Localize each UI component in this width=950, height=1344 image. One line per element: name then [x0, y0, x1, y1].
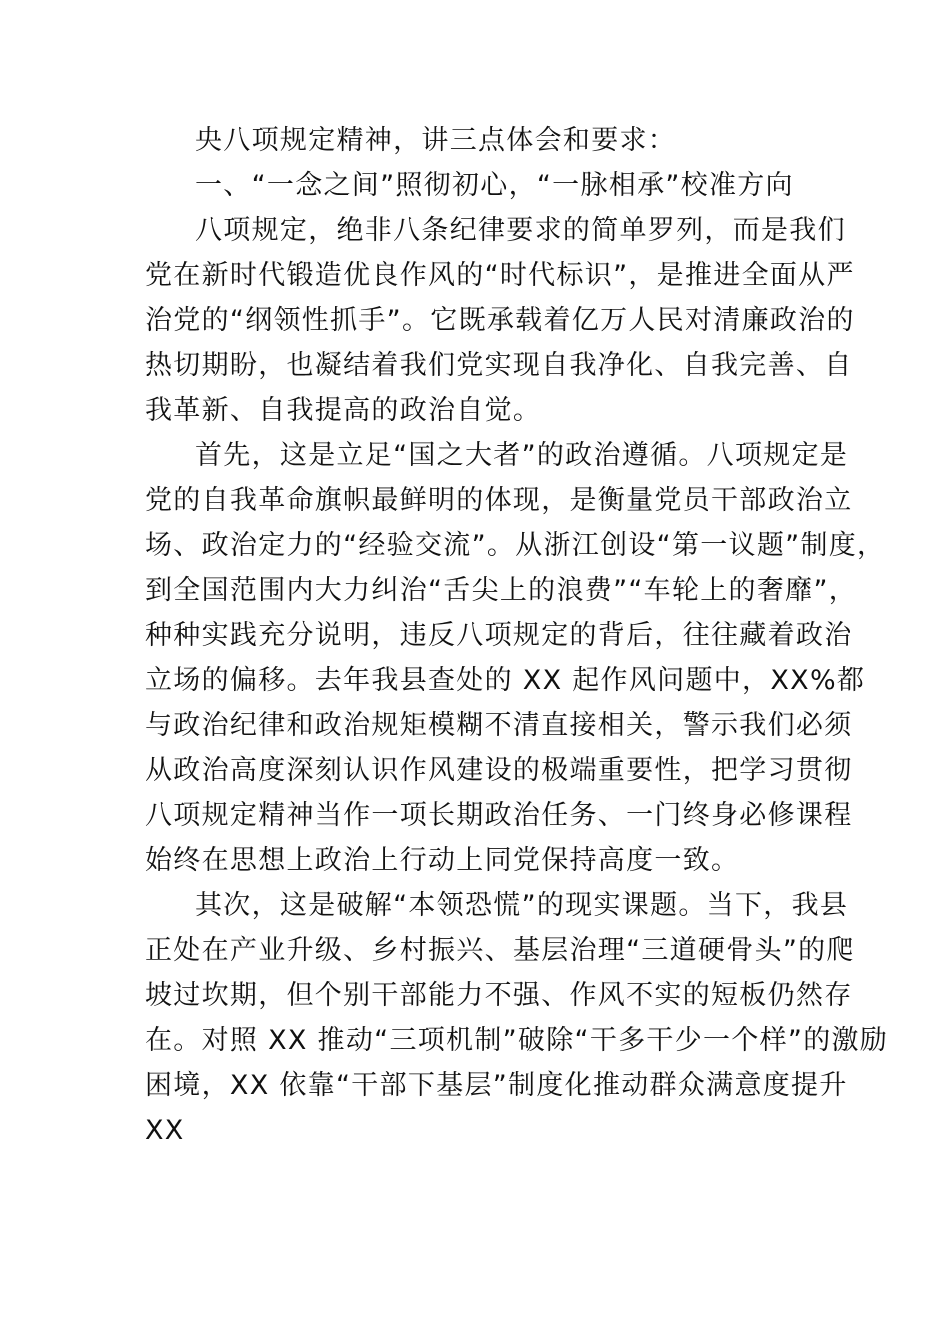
- section-heading: 一、“一念之间”照彻初心，“一脉相承”校准方向: [195, 170, 794, 201]
- text-line: 始终在思想上政治上行动上同党保持高度一致。: [145, 845, 740, 876]
- text-line: 首先，这是立足“国之大者”的政治遵循。八项规定是: [195, 440, 849, 471]
- text-line: 我革新、自我提高的政治自觉。: [145, 395, 542, 426]
- text-line: 坡过坎期，但个别干部能力不强、作风不实的短板仍然存: [145, 980, 853, 1011]
- text-line: 其次，这是破解“本领恐慌”的现实课题。当下，我县: [195, 890, 849, 921]
- document-body: [145, 118, 889, 1153]
- text-line: 困境，XX 依靠“干部下基层”制度化推动群众满意度提升: [145, 1070, 848, 1101]
- text-line: 在。对照 XX 推动“三项机制”破除“干多干少一个样”的激励: [145, 1025, 889, 1056]
- text-line: 种种实践充分说明，违反八项规定的背后，往往藏着政治: [145, 620, 853, 651]
- text-line: 八项规定，绝非八条纪律要求的简单罗列，而是我们: [195, 215, 846, 246]
- text-line: 正处在产业升级、乡村振兴、基层治理“三道硬骨头”的爬: [145, 935, 855, 966]
- text-line: 党在新时代锻造优良作风的“时代标识”，是推进全面从严: [145, 260, 855, 291]
- text-line: 场、政治定力的“经验交流”。从浙江创设“第一议题”制度，: [145, 530, 886, 561]
- text-line: 八项规定精神当作一项长期政治任务、一门终身必修课程: [145, 800, 853, 831]
- text-line: 治党的“纲领性抓手”。它既承载着亿万人民对清廉政治的: [145, 305, 855, 336]
- text-line: XX: [145, 1115, 185, 1146]
- text-line: 党的自我革命旗帜最鲜明的体现，是衡量党员干部政治立: [145, 485, 853, 516]
- text-line: 立场的偏移。去年我县查处的 XX 起作风问题中，XX%都: [145, 665, 866, 696]
- text-line: 央八项规定精神，讲三点体会和要求：: [195, 125, 677, 156]
- text-line: 到全国范围内大力纠治“舌尖上的浪费”“车轮上的奢靡”，: [145, 575, 858, 606]
- text-line: 从政治高度深刻认识作风建设的极端重要性，把学习贯彻: [145, 755, 853, 786]
- text-line: 与政治纪律和政治规矩模糊不清直接相关，警示我们必须: [145, 710, 853, 741]
- text-line: 热切期盼，也凝结着我们党实现自我净化、自我完善、自: [145, 350, 853, 381]
